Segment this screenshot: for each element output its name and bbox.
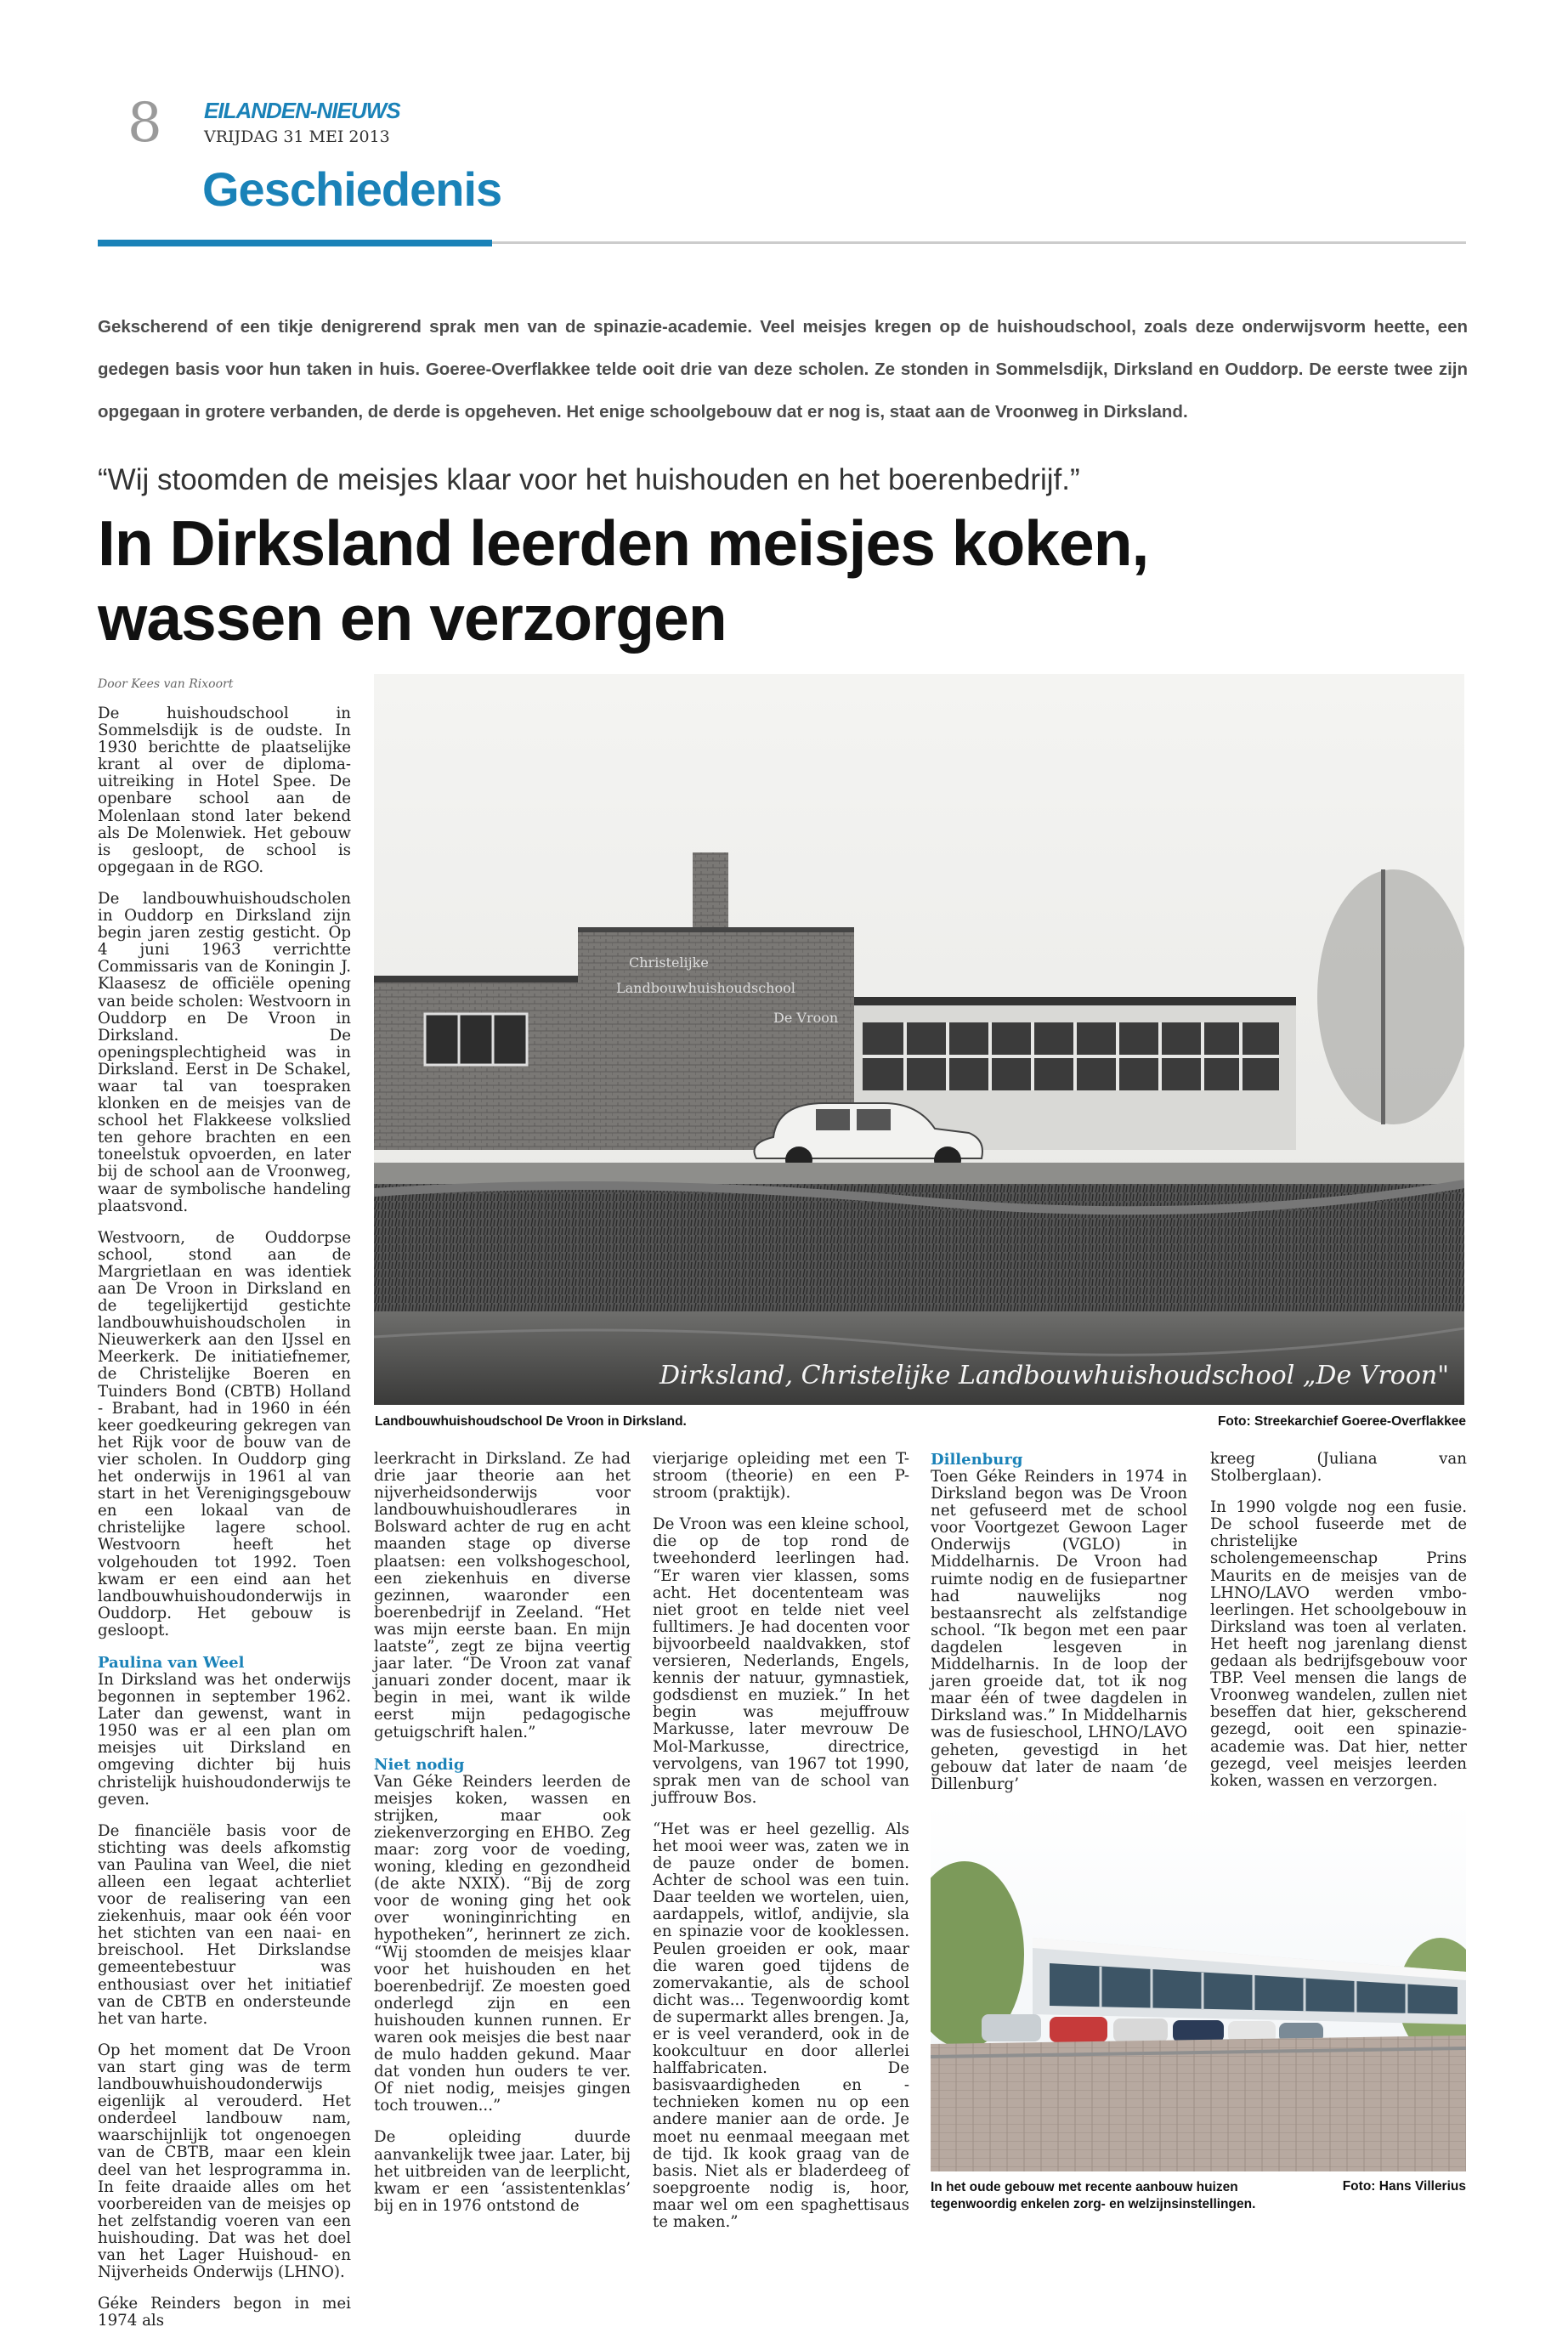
- article-column-5: [1210, 1451, 1467, 1804]
- paragraph: De landbouwhuishoudscholen in Ouddorp en Dirksland zijn begin jaren zestig gesticht. Op 4 juni 1963 verrichtte Commissaris van de Koningin J. Klaasesz de officiële opening van beide scholen: Westvoorn in Ouddorp en De Vroon in Dirksland. De openingsplechtigheid was in Dirksland. Eerst in De Schakel, waar tal van toespraken klonken en de meisjes van de school het Flakkeese volkslied ten gehore brachten en een toneelstuk opvoerden, en later bij de school aan de Vroonweg, waar de symbolische handeling plaatsvond.: [98, 889, 351, 1215]
- paragraph: Op het moment dat De Vroon van start ging was de term landbouwhuishoudonderwijs eigenlijk al verouderd. Het onderdeel landbouw nam, waarschijnlijk tot ongenoegen van de CBTB, maar een klein deel van het lesprogramma in. In feite draaide alles om het voorbereiden van de meisjes op het zelfstandig voeren van een huishouding. Dat was het doel van het Lager Huishoud- en Nijverheids Onderwijs (LHNO).: [98, 2041, 351, 2282]
- section-title: Geschiedenis: [202, 162, 502, 216]
- paragraph: Van Géke Reinders leerden de meisjes koken, wassen en strijken, maar ook ziekenverzorging en EHBO. Zeg maar: zorg voor de voeding, woning, kleding en gezondheid (de akte NXIX). “Bij de zorg voor de woning ging het ook over woninginrichting en hypotheken”, herinnert ze zich. “Wij stoomden de meisjes klaar voor het huishouden en het boerenbedrijf. Ze moesten goed onderlegd zijn en een huishouden kunnen runnen. Er waren ook meisjes die best naar de mulo hadden gekund. Maar dat vonden hun ouders te ver. Of niet nodig, meisjes gingen toch trouwen...”: [374, 1772, 631, 2115]
- photo1-credit: Foto: Streekarchief Goeree-Overflakkee: [1217, 1414, 1466, 1429]
- article-column-1: [98, 705, 351, 2344]
- subheading: Paulina van Weel: [98, 1653, 245, 1672]
- historic-school-photo: [374, 674, 1464, 1405]
- paragraph: Géke Reinders begon in mei 1974 als: [98, 2295, 351, 2330]
- paragraph: In 1990 volgde nog een fusie. De school fuseerde met de christelijke scholengemeenschap Prins Maurits en de meisjes van de LHNO/LAVO werden vmbo-leerlingen. Het schoolgebouw in Dirksland was toen al verlaten. Het heeft nog jarenlang dienst gedaan als bedrijfsgebouw voor TBP. Veel mensen die langs de Vroonweg wandelen, zullen niet beseffen dat hier, gekscherend gezegd, ooit een spinazie-academie was. Dat hier, netter gezegd, veel meisjes leerden koken, wassen en verzorgen.: [1210, 1498, 1467, 1790]
- paragraph: leerkracht in Dirksland. Ze had drie jaar theorie aan het nijverheidsonderwijs voor landbouwhuishoudlerares in Bolsward achter de rug en acht maanden stage op diverse plaatsen: een volkshogeschool, een ziekenhuis en diverse gezinnen, waaronder een boerenbedrijf in Zeeland. “Het was mijn eerste baan. En mijn laatste”, zegt ze bijna veertig jaar later. “De Vroon zat vanaf januari zonder docent, maar ik begin in mei, want ik wilde eerst mijn pedagogische getuigschrift halen.”: [374, 1450, 631, 1741]
- paragraph: De Vroon was een kleine school, die op de top rond de tweehonderd leerlingen had. “Er waren vier klassen, soms acht. Het docententeam was niet groot en telde niet veel fulltimers. Je had docenten voor bijvoorbeeld naaldvakken, stof versieren, Nederlands, Engels, kennis der natuur, gymnastiek, godsdienst en muziek.” In het begin was mejuffrouw Markusse, later mevrouw De Mol-Markusse, directrice, vervolgens, van 1967 tot 1990, sprak men van de school van juffrouw Bos.: [653, 1515, 909, 1807]
- page-number: 8: [127, 92, 162, 155]
- masthead-logo: EILANDEN-NIEUWS: [204, 98, 400, 123]
- building-sign-1: Christelijke: [629, 954, 709, 971]
- photo1-caption: Landbouwhuishoudschool De Vroon in Dirksland.: [375, 1414, 687, 1429]
- paragraph: Toen Géke Reinders in 1974 in Dirksland begon was De Vroon net gefuseerd met de school voor Voortgezet Gewoon Lager Onderwijs (VGLO) in Middelharnis. De Vroon had ruimte nodig en de fusiepartner had nauwelijks nog bestaansrecht als zelfstandige school. “Ik begon met een paar dagdelen lesgeven in Middelharnis. In de loop der jaren groeide dat, tot ik nog maar één of twee dagdelen in Dirksland was.” In Middelharnis was de fusieschool, LHNO/LAVO geheten, gevestigd in het gebouw dat later de naam ‘de Dillenburg’: [931, 1468, 1187, 1793]
- article-column-2: [374, 1451, 631, 2229]
- photo2-caption-line-1: In het oude gebouw met recente aanbouw huizen: [931, 2180, 1238, 2194]
- issue-date: VRIJDAG 31 MEI 2013: [204, 127, 390, 146]
- paragraph: In Dirksland was het onderwijs begonnen in september 1962. Later dan gewenst, want in 1950 was er al een plan om meisjes uit Dirksland en omgeving dichter bij huis christelijk huishoudonderwijs te geven.: [98, 1670, 351, 1809]
- photo2-caption-line-2: tegenwoordig enkelen zorg- en welzijnsinstellingen.: [931, 2197, 1256, 2211]
- subheading: Dillenburg: [931, 1451, 1023, 1469]
- paragraph: kreeg (Juliana van Stolberglaan).: [1210, 1450, 1467, 1486]
- photo2-credit: Foto: Hans Villerius: [1342, 2179, 1466, 2194]
- headline: In Dirksland leerden meisjes koken, wassen en verzorgen: [98, 507, 1149, 654]
- building-sign-2: Landbouwhuishoudschool: [616, 980, 795, 996]
- photo2-caption: [931, 2179, 1255, 2213]
- photo-overlay-title: Dirksland, Christelijke Landbouwhuishoudschool „De Vroon": [659, 1361, 1449, 1390]
- byline: Door Kees van Rixoort: [98, 677, 234, 691]
- paragraph: vierjarige opleiding met een T-stroom (theorie) en een P-stroom (praktijk).: [653, 1450, 909, 1503]
- paragraph: De huishoudschool in Sommelsdijk is de oudste. In 1930 berichtte de plaatselijke krant al over de diploma-uitreiking in Hotel Spee. De openbare school aan de Molenlaan stond later bekend als De Molenwiek. Het gebouw is gesloopt, de school is opgegaan in de RGO.: [98, 705, 351, 876]
- building-sign-3: De Vroon: [773, 1010, 839, 1026]
- intro-text: Gekscherend of een tikje denigrerend sprak men van de spinazie-academie. Veel meisjes kregen op de huishoudschool, zoals deze onderwijsvorm heette, een gedegen basis voor hun taken in huis. Goeree-Overflakkee telde ooit drie van deze scholen. Ze stonden in Sommelsdijk, Dirksland en Ouddorp. De eerste twee zijn opgegaan in grotere verbanden, de derde is opgeheven. Het enige schoolgebouw dat er nog is, staat aan de Vroonweg in Dirksland.: [98, 317, 1468, 422]
- pull-quote: “Wij stoomden de meisjes klaar voor het huishouden en het boerenbedrijf.”: [98, 463, 1080, 496]
- paragraph: De opleiding duurde aanvankelijk twee jaar. Later, bij het uitbreiden van de leerplicht, kwam er een ‘assistentenklas’ bij en in 1976 ontstond de: [374, 2128, 631, 2215]
- modern-building-photo: [931, 1802, 1466, 2171]
- article-column-3: [653, 1451, 909, 2245]
- subheading: Niet nodig: [374, 1755, 465, 1774]
- paragraph: “Het was er heel gezellig. Als het mooi weer was, zaten we in de pauze onder de bomen. Achter de school was een tuin. Daar teelden we wortelen, uien, aardappels, witlof, andijvie, sla en spinazie voor de kooklessen. Peulen groeiden er ook, maar die waren goed tijdens de zomervakantie, als de school dicht was... Tegenwoordig komt de supermarkt alles brengen. Ja, er is veel veranderd, ook in de kookcultuur en door allerlei halffabricaten. De basisvaardigheden en -technieken komen nu op een andere manier aan de orde. Je moet nu eenmaal meegaan met de tijd. Ik kook graag van de basis. Niet als er bladerdeeg of soepgroente nodig is, hoor, maar wel om een spaghettisaus te maken.”: [653, 1820, 909, 2232]
- paragraph: De financiële basis voor de stichting was deels afkomstig van Paulina van Weel, die niet alleen een legaat achterliet voor de realisering van een ziekenhuis, maar ook één voor het stichten van een naai- en breischool. Het Dirkslandse gemeentebestuur was enthousiast over het initiatief van de CBTB en ondersteunde het van harte.: [98, 1821, 351, 2028]
- article-column-4: [931, 1451, 1187, 1808]
- header-rule-accent: [98, 240, 492, 246]
- paragraph: Westvoorn, de Ouddorpse school, stond aan de Margrietlaan en was identiek aan De Vroon in Dirksland en de tegelijkertijd gestichte landbouwhuishoudscholen in Nieuwerkerk aan den IJssel en Meerkerk. De initiatiefnemer, de Christelijke Boeren en Tuinders Bond (CBTB) Holland - Brabant, had in 1960 in één keer goedkeuring gekregen van het Rijk voor de bouw van de vier scholen. In Ouddorp ging het onderwijs in 1961 al van start in het Verenigingsgebouw en een lokaal van de christelijke lagere school. Westvoorn heeft het volgehouden tot 1992. Toen kwam er een eind aan het landbouwhuishoudonderwijs in Ouddorp. Het gebouw is gesloopt.: [98, 1228, 351, 1639]
